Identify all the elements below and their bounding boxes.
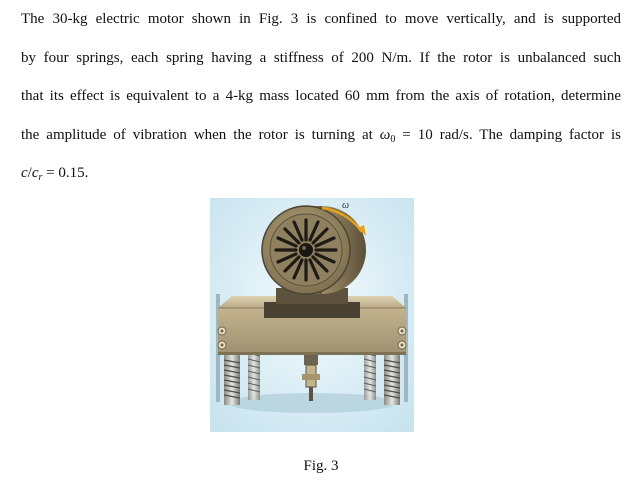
spring-front-right (384, 355, 400, 405)
problem-line-1: The 30-kg electric motor shown in Fig. 3 is confined to move vertically, and is supported (21, 11, 621, 27)
omega-subscript: 0 (390, 133, 396, 145)
spring-back-left (248, 348, 260, 400)
spring-back-right (364, 348, 376, 400)
problem-line-4 (21, 122, 621, 161)
damping-cc-subscript: r (38, 172, 43, 183)
problem-statement (21, 6, 621, 199)
problem-line-2: by four springs, each spring having a stiffness of 200 N/m. If the rotor is unbalanced such (21, 49, 621, 66)
damping-c: c (21, 165, 28, 181)
damping-value: = 0.15. (42, 165, 89, 181)
line4-text: the amplitude of vibration when the rotor is turning at (21, 126, 380, 143)
problem-line-5 (21, 160, 621, 199)
omega-symbol: ω (379, 126, 391, 143)
spring-front-left (224, 355, 240, 405)
damping-slash: / (27, 165, 32, 181)
motor-illustration (210, 198, 414, 432)
line4-rest: = 10 rad/s. The damping factor is (395, 126, 621, 143)
motor-figure (210, 198, 414, 432)
omega-label: ω (342, 200, 350, 211)
damping-cc: c (31, 165, 39, 181)
figure-caption: Fig. 3 (303, 458, 339, 474)
problem-line-3: that its effect is equivalent to a 4-kg mass located 60 mm from the axis of rotation, determine (21, 88, 621, 104)
